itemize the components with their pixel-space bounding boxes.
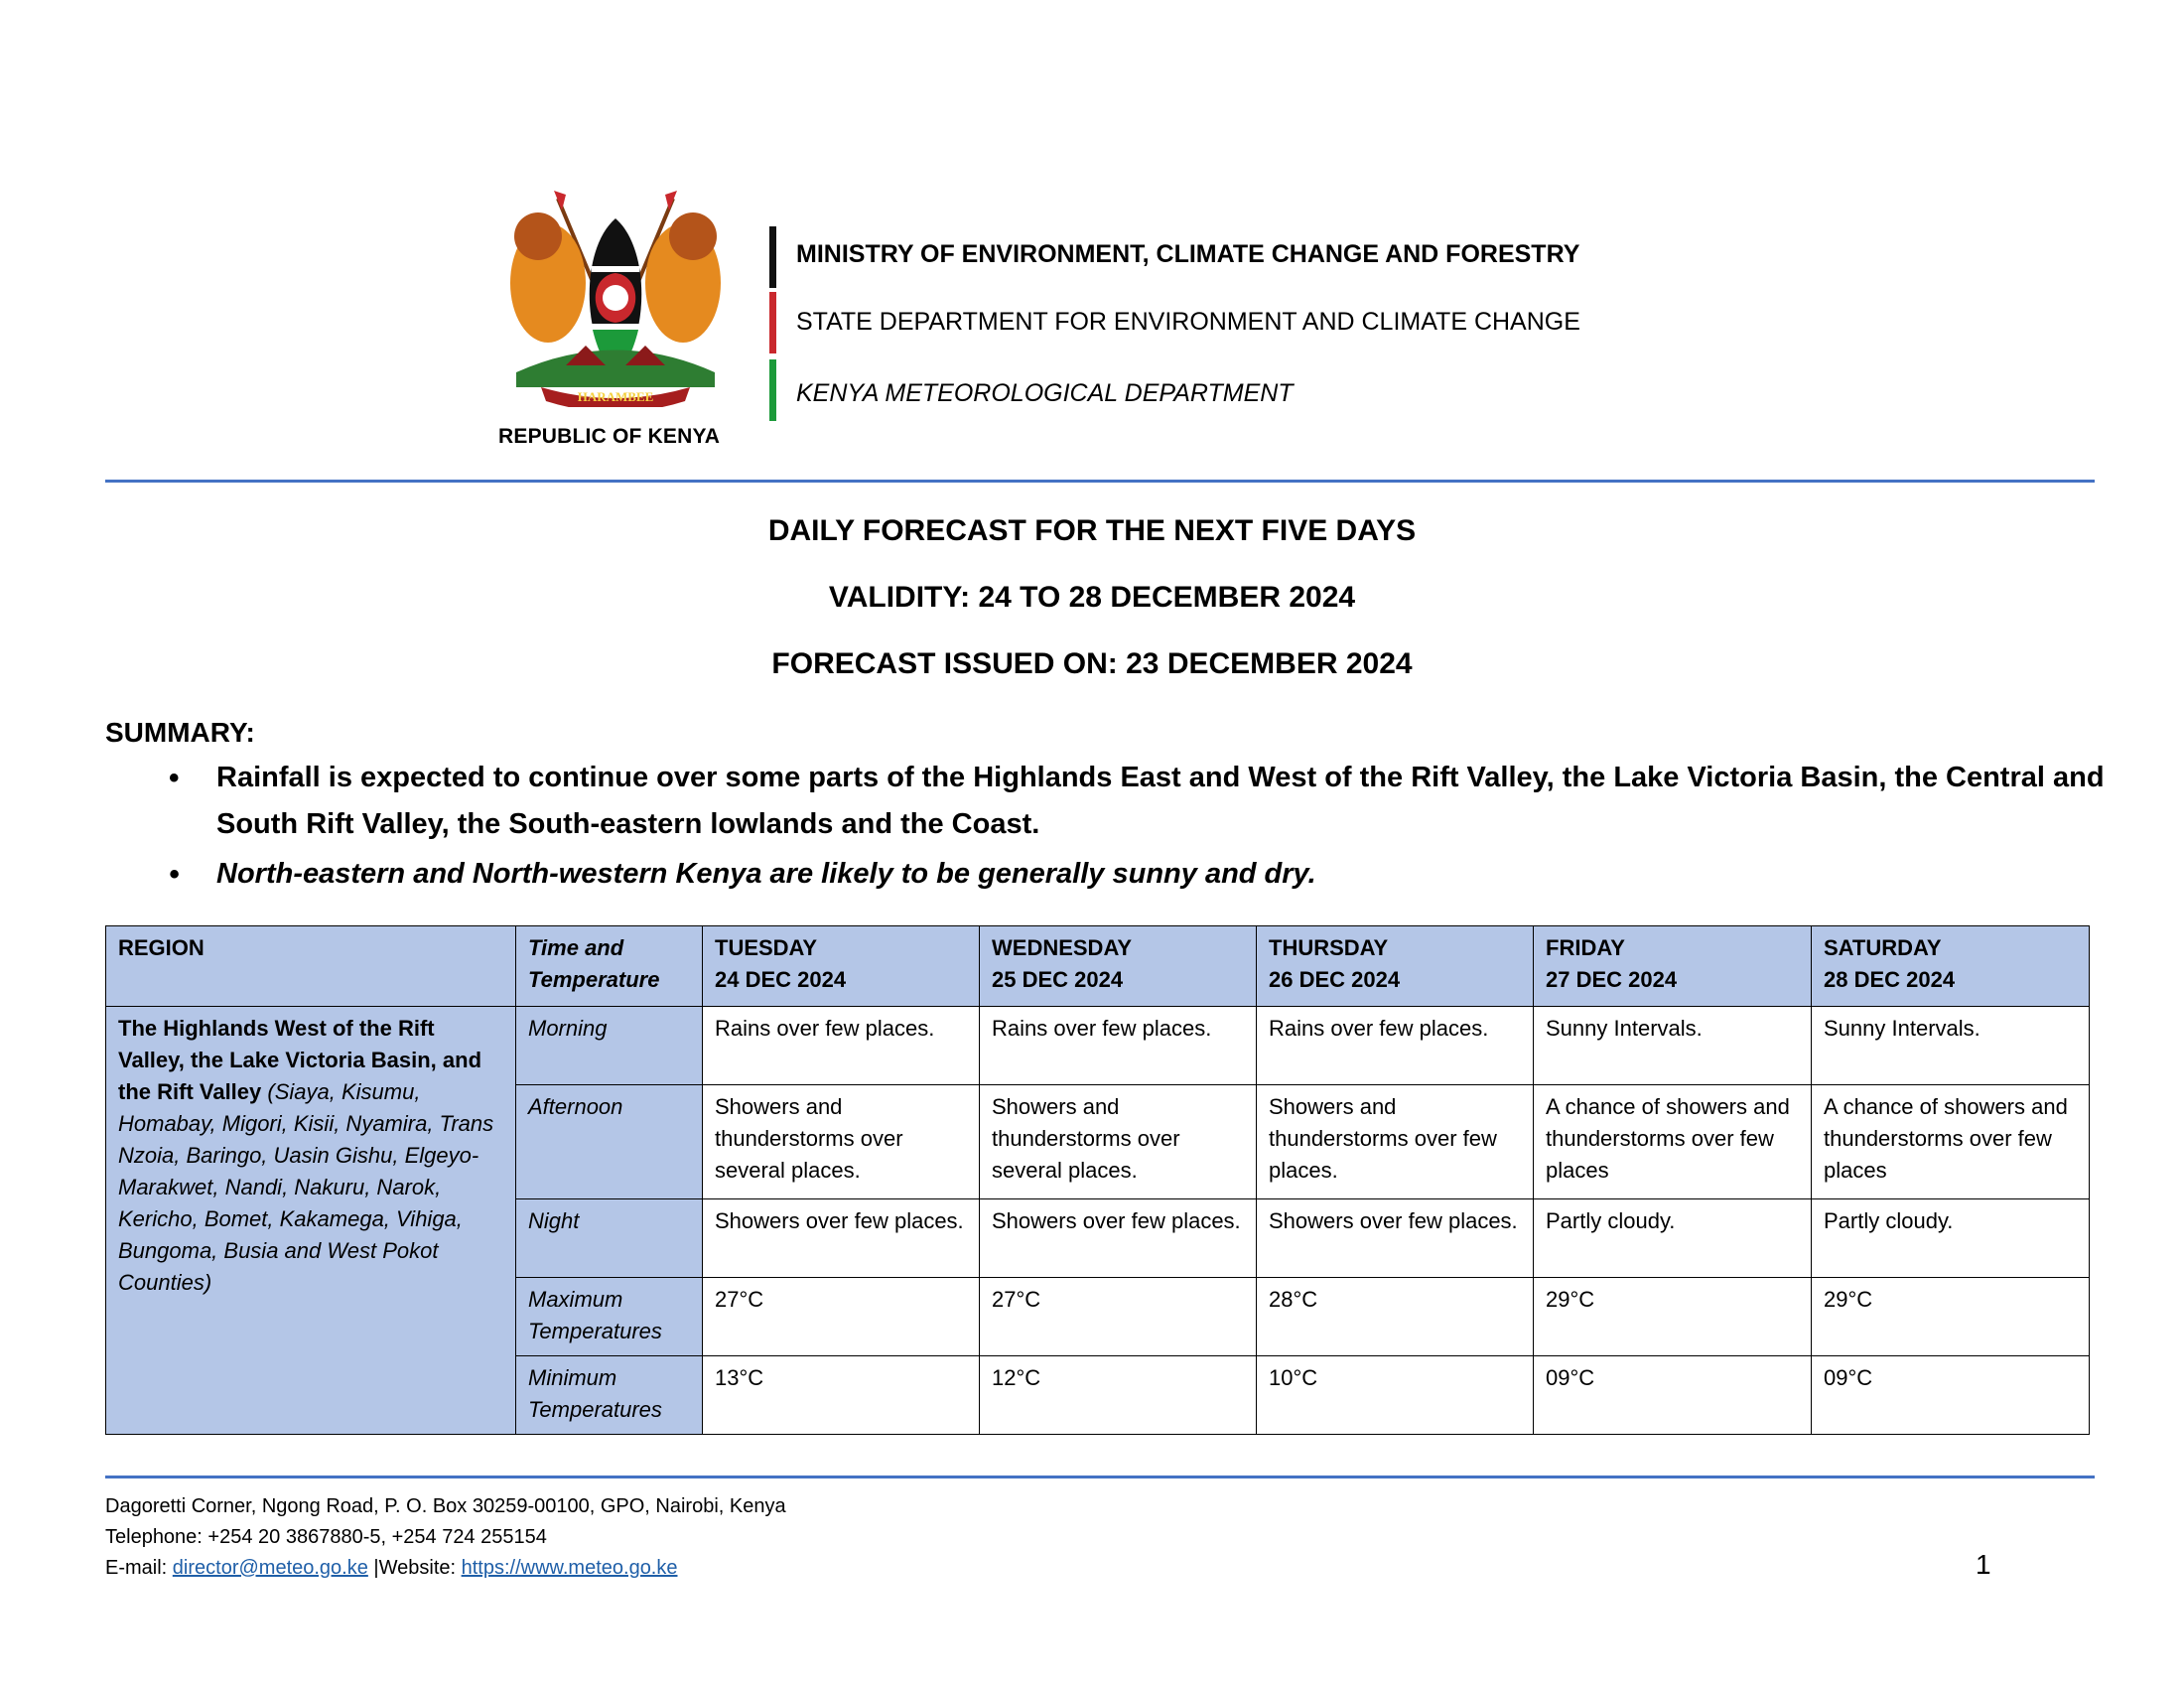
day-date: 27 DEC 2024 [1546,967,1678,992]
validity-title: VALIDITY: 24 TO 28 DECEMBER 2024 [828,581,1356,614]
header-day [1257,926,1534,1007]
forecast-cell: Showers over few places. [980,1199,1257,1278]
forecast-cell: Showers over few places. [1257,1199,1534,1278]
temperature-cell: 27°C [980,1278,1257,1356]
temperature-cell: 27°C [703,1278,980,1356]
temperature-cell: 09°C [1812,1356,2090,1435]
summary-label: SUMMARY: [105,717,255,748]
temperature-cell: 13°C [703,1356,980,1435]
day-name: TUESDAY [715,935,818,960]
page-number: 1 [1976,1549,1991,1580]
motto-text: HARAMBEE [577,389,654,404]
footer-address: Dagoretti Corner, Ngong Road, P. O. Box 30259-00100, GPO, Nairobi, Kenya [105,1495,786,1517]
email-link[interactable]: director@meteo.go.ke [172,1557,368,1579]
coat-of-arms-caption: REPUBLIC OF KENYA [498,425,721,448]
forecast-cell: Showers and thunderstorms over few places. [1257,1085,1534,1199]
forecast-cell: Showers and thunderstorms over several places. [980,1085,1257,1199]
forecast-cell: Rains over few places. [1257,1007,1534,1085]
department-name: KENYA METEOROLOGICAL DEPARTMENT [796,379,1294,407]
website-label: |Website: [367,1557,462,1579]
state-department-name: STATE DEPARTMENT FOR ENVIRONMENT AND CLIMATE CHANGE [796,308,1580,336]
summary-bullets [169,755,2105,901]
temperature-cell: 10°C [1257,1356,1534,1435]
temperature-cell: 29°C [1812,1278,2090,1356]
forecast-cell: Rains over few places. [703,1007,980,1085]
region-counties: (Siaya, Kisumu, Homabay, Migori, Kisii, Nyamira, Trans Nzoia, Baringo, Uasin Gishu, Elgeyo-Marakwet, Nandi, Nakuru, Narok, Kericho, Bomet, Kakamega, Vihiga, Bungoma, Busia and West Pokot Counties) [118,1079,494,1295]
footer-contact [105,1553,786,1584]
summary-bullet: • North-eastern and North-western Kenya are likely to be generally sunny and dry. [169,851,2105,898]
letterhead-bar-black [769,226,776,288]
forecast-cell: Partly cloudy. [1812,1199,2090,1278]
day-name: WEDNESDAY [992,935,1132,960]
footer-telephone: Telephone: +254 20 3867880-5, +254 724 255154 [105,1526,547,1548]
coat-of-arms-icon [486,189,745,407]
forecast-table [105,925,2090,1435]
period-cell: Maximum Temperatures [516,1278,703,1356]
region-cell [106,1007,516,1435]
period-cell: Morning [516,1007,703,1085]
day-name: THURSDAY [1269,935,1389,960]
day-date: 24 DEC 2024 [715,967,847,992]
region-name: The Highlands West of the Rift Valley, the Lake Victoria Basin, and the Rift Valley [118,1016,482,1104]
website-link[interactable]: https://www.meteo.go.ke [461,1557,678,1579]
header-day [1812,926,2090,1007]
letterhead-bar-red [769,292,776,353]
day-date: 26 DEC 2024 [1269,967,1401,992]
forecast-cell: Showers over few places. [703,1199,980,1278]
footer-divider [105,1476,2095,1478]
period-cell: Night [516,1199,703,1278]
period-cell: Afternoon [516,1085,703,1199]
header-day [703,926,980,1007]
coat-of-arms [486,189,754,457]
letterhead-bar-green [769,359,776,421]
email-label: E-mail: [105,1557,173,1579]
temperature-cell: 28°C [1257,1278,1534,1356]
period-cell: Minimum Temperatures [516,1356,703,1435]
temperature-cell: 09°C [1534,1356,1812,1435]
forecast-cell: A chance of showers and thunderstorms over few places [1534,1085,1812,1199]
forecast-cell: Sunny Intervals. [1534,1007,1812,1085]
header-day [1534,926,1812,1007]
day-date: 25 DEC 2024 [992,967,1124,992]
ministry-name: MINISTRY OF ENVIRONMENT, CLIMATE CHANGE AND FORESTRY [796,240,1580,268]
day-name: SATURDAY [1824,935,1942,960]
issued-title: FORECAST ISSUED ON: 23 DECEMBER 2024 [771,647,1413,680]
table-row [106,1007,2090,1085]
day-name: FRIDAY [1546,935,1625,960]
header-divider [105,480,2095,483]
forecast-cell: Partly cloudy. [1534,1199,1812,1278]
summary-bullet: • Rainfall is expected to continue over some parts of the Highlands East and West of the Rift Valley, the Lake Victoria Basin, the Central and South Rift Valley, the South-eastern lowlands and the Coast. [169,755,2105,848]
forecast-cell: Rains over few places. [980,1007,1257,1085]
forecast-title: DAILY FORECAST FOR THE NEXT FIVE DAYS [767,514,1417,547]
forecast-cell: A chance of showers and thunderstorms over few places [1812,1085,2090,1199]
header-region: REGION [106,926,516,1007]
forecast-cell: Showers and thunderstorms over several places. [703,1085,980,1199]
footer [105,1491,786,1584]
header-time-temperature: Time and Temperature [516,926,703,1007]
temperature-cell: 29°C [1534,1278,1812,1356]
header-day [980,926,1257,1007]
temperature-cell: 12°C [980,1356,1257,1435]
table-header-row [106,926,2090,1007]
letterhead [486,189,1777,457]
day-date: 28 DEC 2024 [1824,967,1956,992]
forecast-cell: Sunny Intervals. [1812,1007,2090,1085]
